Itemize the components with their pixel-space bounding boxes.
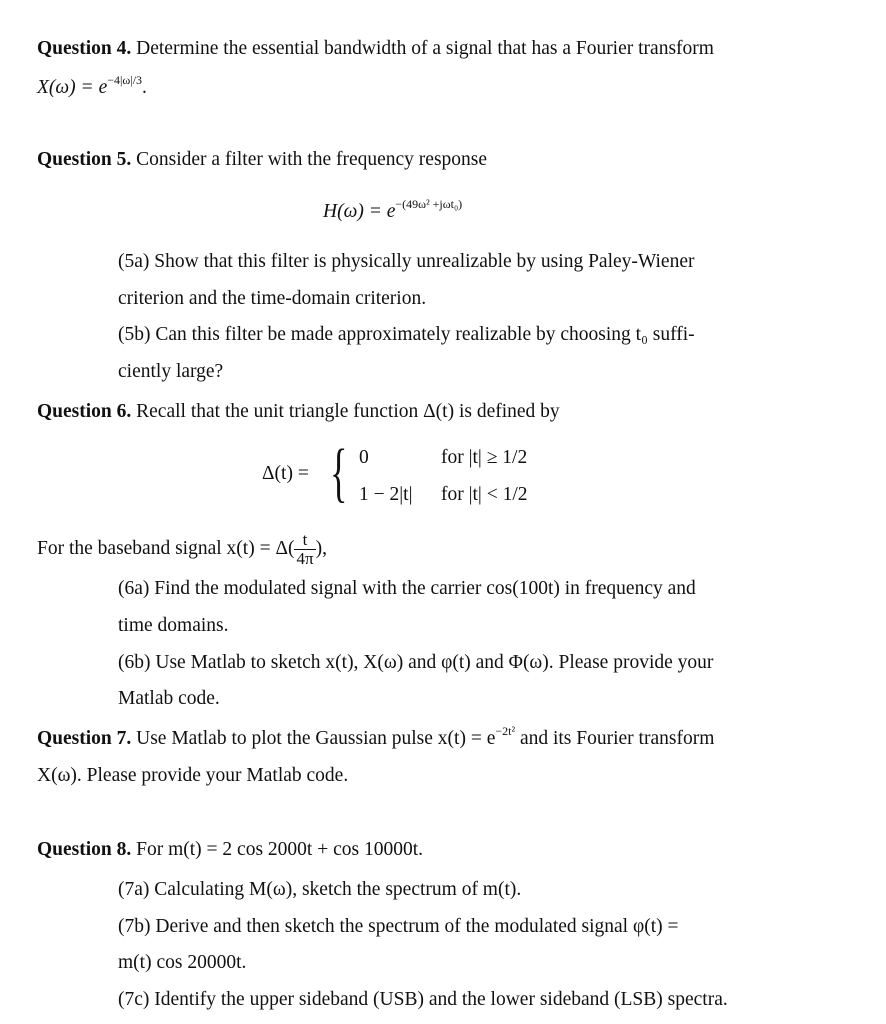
q8-text: For m(t) = 2 cos 2000t + cos 10000t. — [131, 839, 423, 860]
q8a-line: (7a) Calculating M(ω), sketch the spectrum of m(t). — [118, 879, 522, 900]
q6-frac-num: t — [294, 531, 315, 550]
q7-line-2: X(ω). Please provide your Matlab code. — [37, 765, 349, 786]
q5-eq-exponent: −(49ω² +jωt₀) — [395, 197, 463, 211]
q4-exponent: −4|ω|/3 — [107, 73, 143, 87]
q6-frac-den: 4π — [296, 549, 314, 569]
q6-label: Question 6. — [37, 401, 132, 422]
q4-text: Determine the essential bandwidth of a signal that has a Fourier transform — [131, 38, 714, 59]
q4-line-1 — [37, 36, 714, 62]
q5-eq-lhs: H(ω) = e — [323, 201, 396, 222]
q6-fraction — [294, 531, 315, 568]
q5a-line-1: (5a) Show that this filter is physically unrealizable by using Paley-Wiener — [118, 251, 695, 272]
q6a-line-2: time domains. — [118, 615, 229, 636]
q6b-line-1: (6b) Use Matlab to sketch x(t), X(ω) and φ(t) and Φ(ω). Please provide your — [118, 652, 714, 673]
q6-case2-value: 1 − 2|t| — [359, 484, 413, 505]
q6-def-lhs: Δ(t) = — [262, 463, 309, 484]
q8-label: Question 8. — [37, 839, 132, 860]
q7-label: Question 7. — [37, 728, 132, 749]
q6-case1-condition: for |t| ≥ 1/2 — [441, 447, 528, 468]
q8b-line-1: (7b) Derive and then sketch the spectrum of the modulated signal φ(t) = — [118, 916, 679, 937]
q7-text-pre: Use Matlab to plot the Gaussian pulse x(t) = e — [131, 728, 496, 749]
q4-period: . — [142, 77, 147, 98]
q5b-line-1: (5b) Can this filter be made approximately realizable by choosing t₀ suffi- — [118, 324, 695, 345]
q5-line-1 — [37, 147, 487, 173]
q5b-line-2: ciently large? — [118, 361, 224, 382]
q6b-line-2: Matlab code. — [118, 688, 220, 709]
q5-equation — [323, 199, 462, 225]
q4-line-2 — [37, 75, 147, 101]
q5a-line-2: criterion and the time-domain criterion. — [118, 288, 427, 309]
q7-text-post: and its Fourier transform — [515, 728, 715, 749]
q5-text: Consider a filter with the frequency response — [131, 149, 488, 170]
q6-text: Recall that the unit triangle function Δ(t) is defined by — [131, 401, 560, 422]
q6-case2-condition: for |t| < 1/2 — [441, 484, 528, 505]
q8c-line: (7c) Identify the upper sideband (USB) and the lower sideband (LSB) spectra. — [118, 989, 728, 1010]
q6-line-1 — [37, 399, 560, 425]
q7-exponent: −2t² — [495, 724, 516, 738]
q4-formula: X(ω) = e — [37, 77, 108, 98]
q6-baseband — [37, 527, 327, 571]
q8b-line-2: m(t) cos 20000t. — [118, 952, 247, 973]
q6a-line-1: (6a) Find the modulated signal with the carrier cos(100t) in frequency and — [118, 578, 696, 599]
q7-line-1 — [37, 726, 714, 752]
q5-label: Question 5. — [37, 149, 132, 170]
q6-case1-value: 0 — [359, 447, 369, 468]
q8-line-1 — [37, 837, 423, 863]
q6-baseband-post: ), — [315, 538, 327, 559]
q4-label: Question 4. — [37, 38, 132, 59]
q6-brace: { — [330, 436, 348, 509]
q6-baseband-pre: For the baseband signal x(t) = Δ( — [37, 538, 295, 559]
